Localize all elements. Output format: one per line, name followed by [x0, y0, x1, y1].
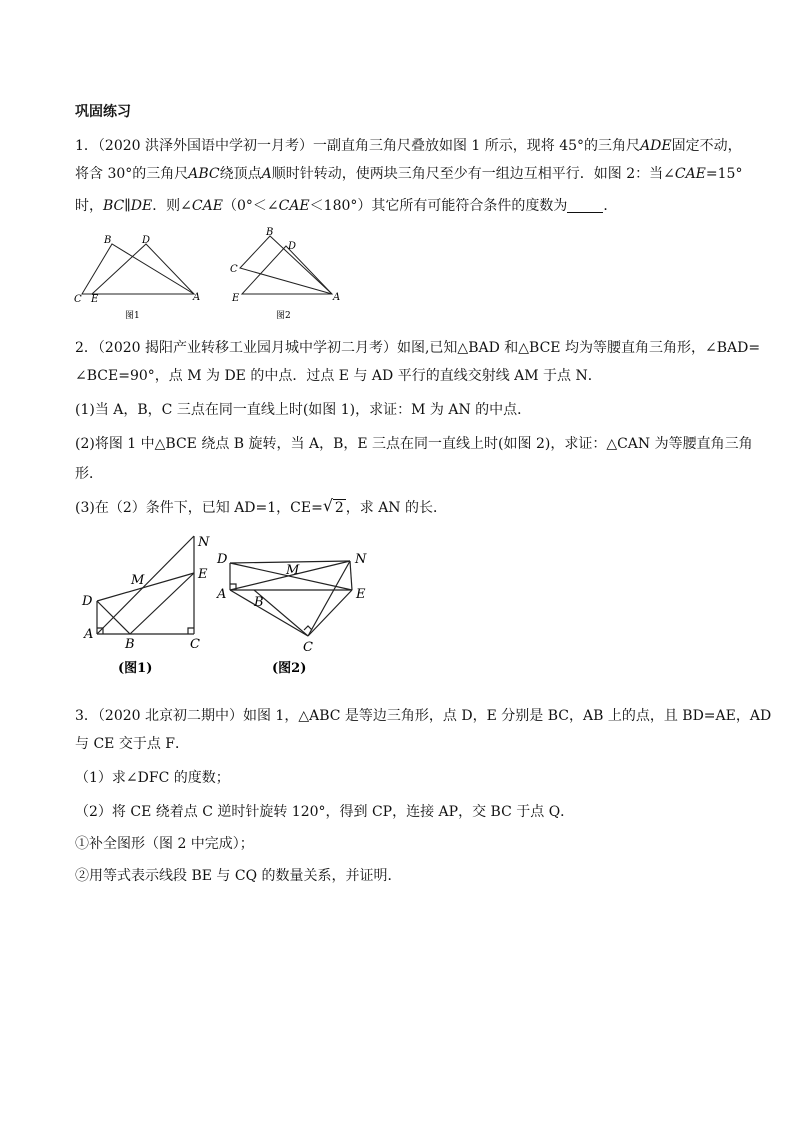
q2-line-5: 形． [75, 466, 103, 482]
q2-line-2: ∠BCE=90°，点 M 为 DE 的中点．过点 E 与 AD 平行的直线交射线 AM 于点 N． [75, 368, 602, 384]
q1-line-2: 将含 30°的三角尺ABC绕顶点A顺时针转动，使两块三角尺至少有一组边互相平行．如图 2：当∠CAE=15° [75, 166, 743, 182]
q2-line-3: (1)当 A，B，C 三点在同一直线上时(如图 1)，求证：M 为 AN 的中点． [75, 402, 532, 418]
fig2-label-c: C [230, 264, 238, 275]
q3-line-2: 与 CE 交于点 F． [75, 736, 189, 752]
q2f2-label-c: C [303, 640, 313, 655]
q2-line-6: (3)在（2）条件下，已知 AD=1，CE= √ 2 ，求 AN 的长． [75, 496, 448, 516]
q2f1-label-c: C [190, 637, 200, 652]
q2f1-label-a: A [84, 627, 94, 642]
q2-line-4: (2)将图 1 中△BCE 绕点 B 旋转，当 A，B，E 三点在同一直线上时(如图 2)，求证：△CAN 为等腰直角三角 [75, 436, 753, 452]
q2f1-label-e: E [198, 567, 208, 582]
sqrt-two: √ 2 [322, 496, 344, 516]
q2f1-label-d: D [82, 594, 93, 609]
section-heading: 巩固练习 [75, 104, 131, 120]
q2f1-label-b: B [125, 637, 135, 652]
q2f1-label-m: M [131, 573, 145, 588]
q3-line-6: ②用等式表示线段 BE 与 CQ 的数量关系，并证明． [75, 868, 402, 884]
q2f2-label-m: M [286, 563, 300, 578]
fig2-label-a: A [333, 292, 341, 303]
q2f2-label-b: B [254, 595, 264, 610]
q3-line-3: （1）求∠DFC 的度数； [75, 770, 230, 786]
q2f2-label-e: E [356, 587, 366, 602]
fig1-label-c: C [74, 294, 82, 305]
q3-line-1: 3．（2020 北京初二期中）如图 1，△ABC 是等边三角形，点 D，E 分别是 BC，AB 上的点，且 BD=AE，AD [75, 708, 772, 724]
q2f2-caption: (图2) [272, 661, 307, 676]
fig1-label-e: E [91, 294, 99, 305]
q2f2-label-n: N [355, 552, 367, 567]
q1-line-1: 1．（2020 洪泽外国语中学初一月考）一副直角三角尺叠放如图 1 所示，现将 45°的三角尺ADE固定不动， [75, 138, 742, 154]
fig1-label-d: D [142, 235, 151, 246]
q2f1-caption: (图1) [118, 661, 153, 676]
q2-line-1: 2．（2020 揭阳产业转移工业园月城中学初二月考）如图,已知△BAD 和△BCE 均为等腰直角三角形，∠BAD= [75, 340, 761, 356]
q3-line-5: ①补全图形（图 2 中完成）； [75, 836, 254, 852]
answer-blank[interactable] [567, 198, 603, 213]
fig1-triangle-abc [82, 244, 194, 294]
q2f2-label-a: A [217, 587, 227, 602]
q3-line-4: （2）将 CE 绕着点 C 逆时针旋转 120°，得到 CP，连接 AP，交 BC 于点 Q． [75, 804, 575, 820]
fig2-caption: 图2 [276, 311, 291, 321]
fig1-triangle-ade [92, 244, 194, 294]
fig2-triangle-abc [240, 236, 332, 294]
fig1-caption: 图1 [125, 311, 140, 321]
fig2-triangle-ade [242, 246, 332, 294]
q2f1-label-n: N [198, 535, 210, 550]
q2f2-label-d: D [217, 552, 228, 567]
fig2-label-e: E [232, 293, 240, 304]
fig1-label-b: B [104, 235, 112, 246]
fig2-label-b: B [266, 227, 274, 238]
q1-line-3: 时，BC∥DE．则∠CAE（0°＜∠CAE＜180°）其它所有可能符合条件的度数为 ． [75, 198, 618, 214]
fig2-label-d: D [288, 241, 297, 252]
fig1-label-a: A [193, 292, 201, 303]
